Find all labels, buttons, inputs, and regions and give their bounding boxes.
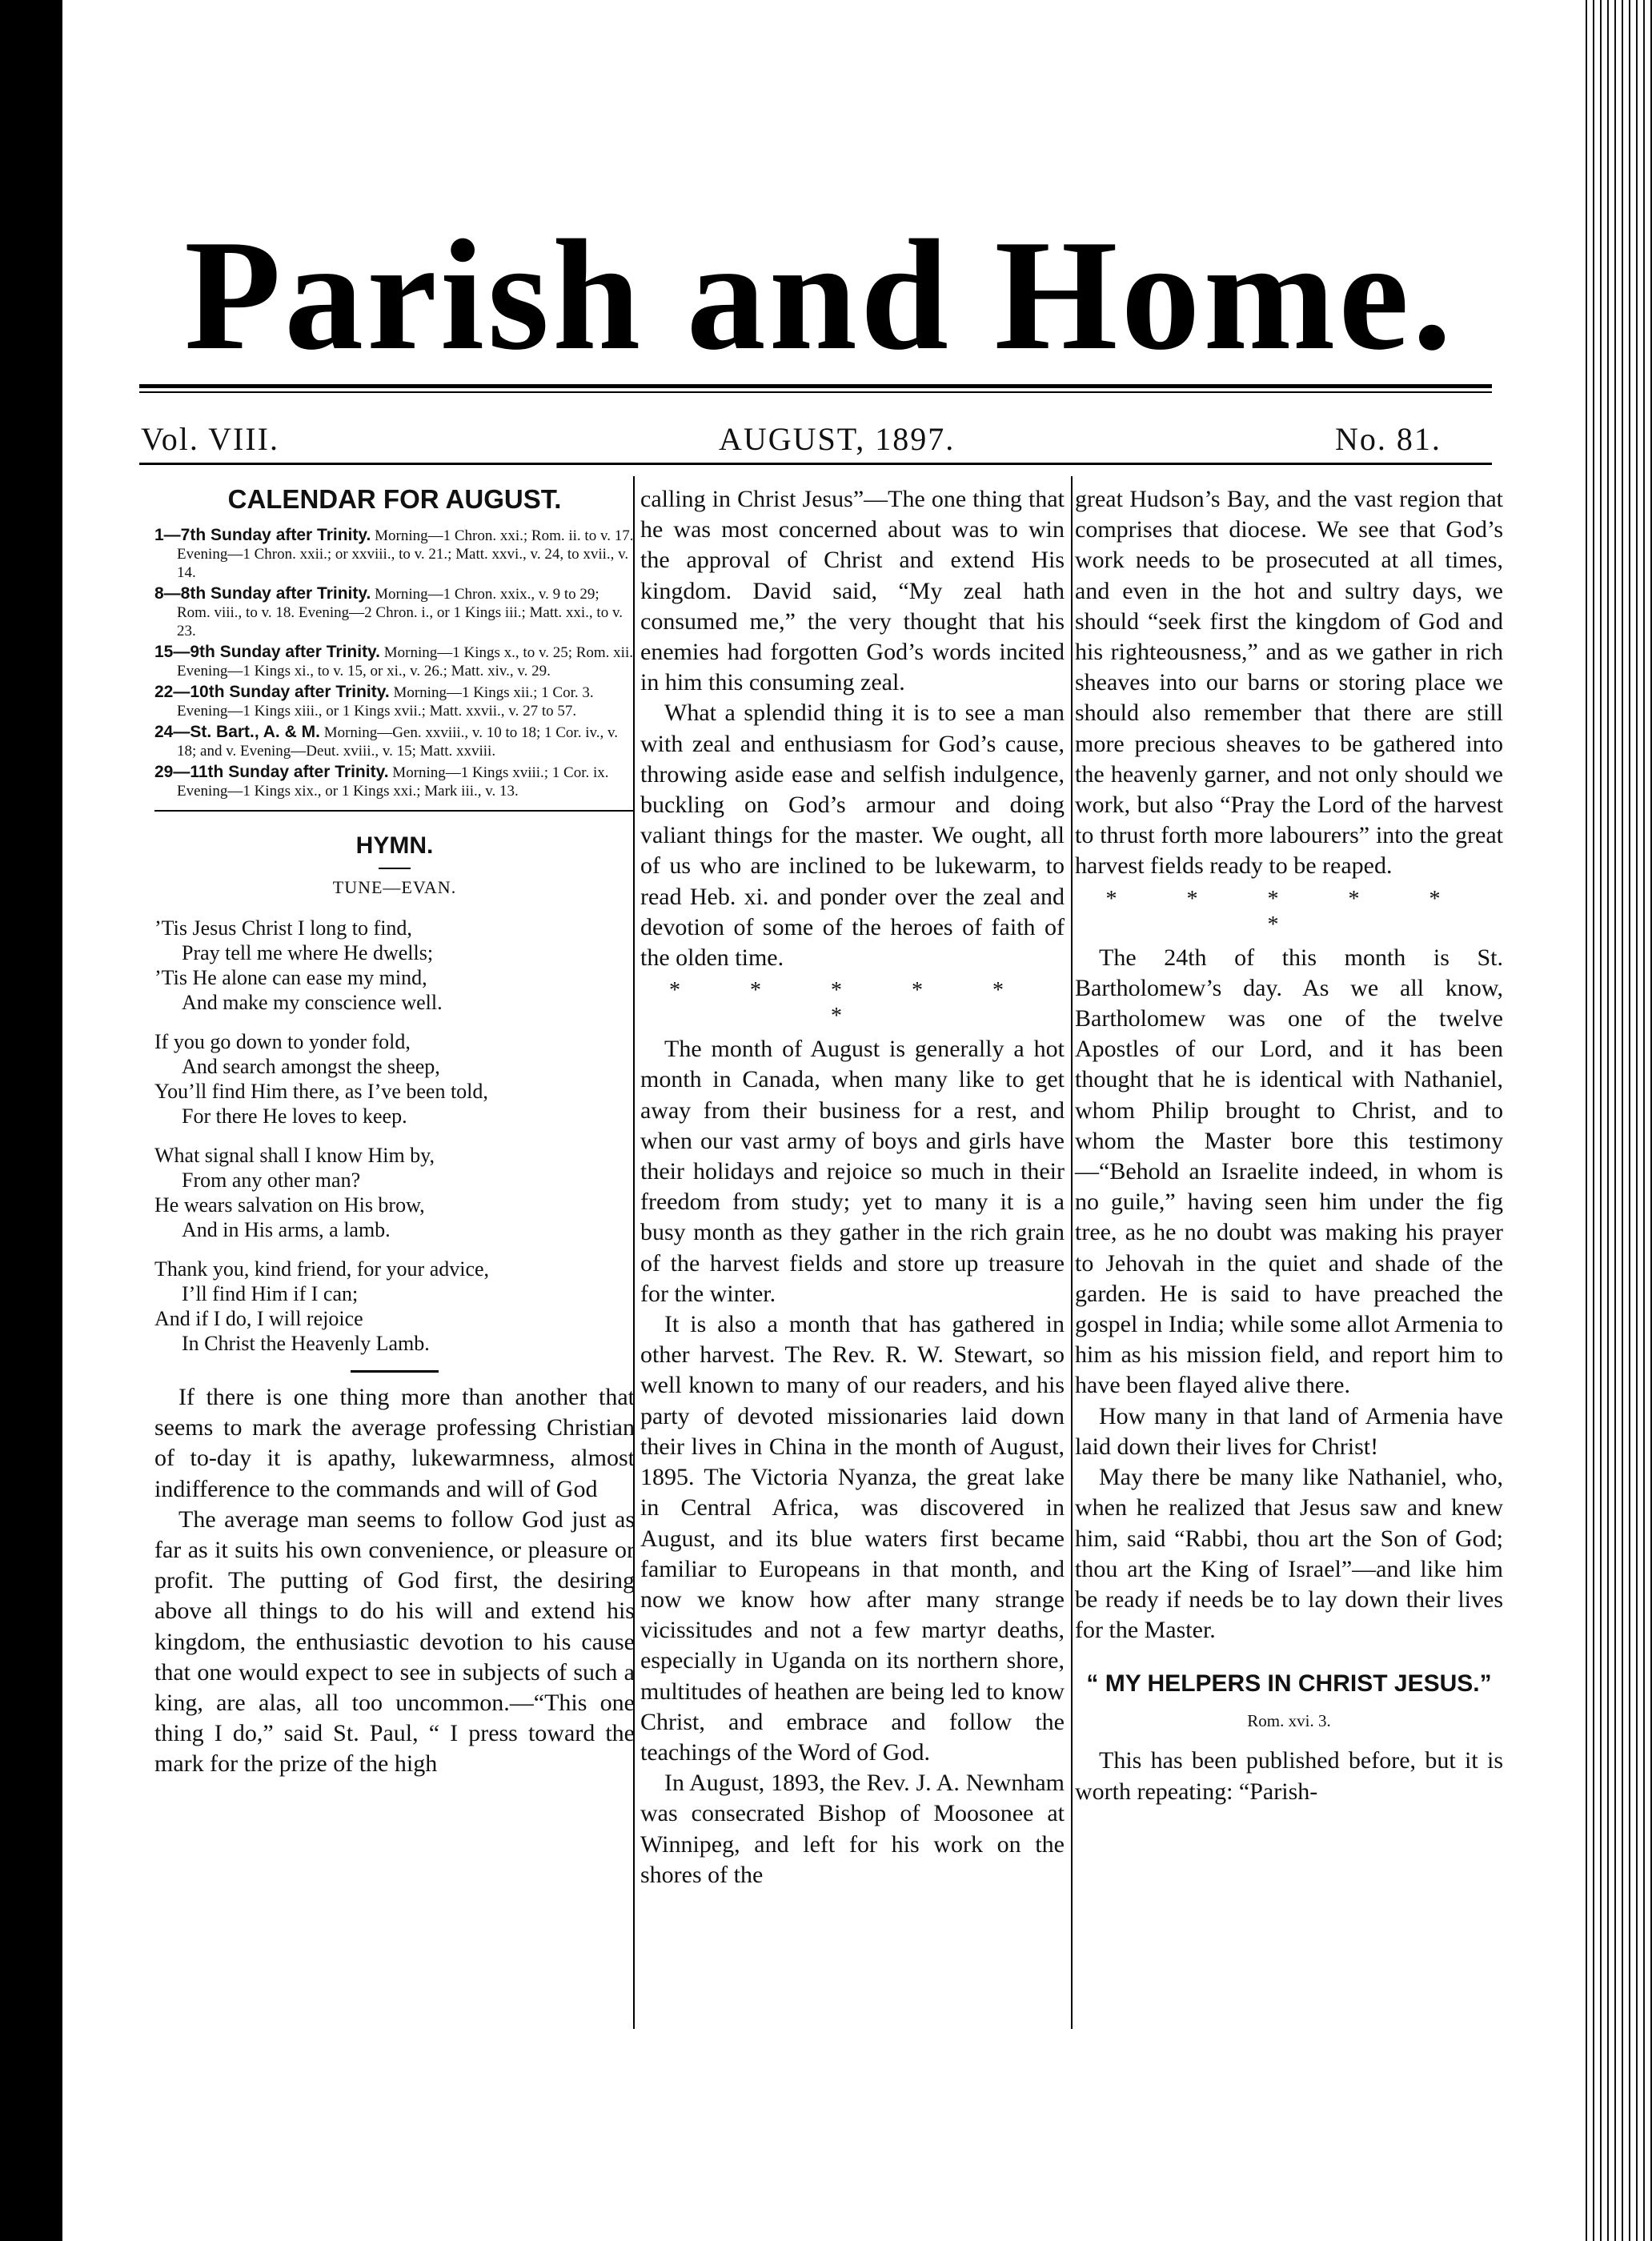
column-3-text-block-1 [1075, 484, 1503, 882]
calendar-entry [154, 763, 635, 800]
masthead-rule-thin [139, 391, 1492, 393]
header-rule [139, 463, 1492, 465]
hymn-line: Thank you, kind friend, for your advice, [154, 1257, 490, 1281]
hymn-line: If you go down to yonder fold, [154, 1030, 411, 1053]
calendar-entry-readings: Morning—1 Kings x., to v. 25; Rom. xii. Evening—1 Kings xi., to v. 15, or xi., v. 26.; Matt. xiv., v. 29. [177, 644, 633, 680]
masthead-rule-thick [139, 384, 1492, 388]
newspaper-page [62, 0, 1583, 2241]
issue-number: No. 81. [1335, 421, 1441, 457]
paragraph: The average man seems to follow God just as far as it suits his own convenience, or pleasure or profit. The putting of God first, the desiring above all things to do his will and extend his kingdom, the enthusiastic devotion to his cause that one would expect to see in subjects of such a king, are alas, all too uncommon.—“This one thing I do,” said St. Paul, “ I press toward the mark for the prize of the high [154, 1505, 635, 1778]
paragraph: What a splendid thing it is to see a man with zeal and enthusiasm for God’s cause, throwing aside ease and selfish indulgence, buckling on God’s armour and doing valiant things for the master. We ought, all of us who are inclined to be lukewarm, to read Heb. xi. and ponder over the zeal and devotion of some of the heroes of faith of the olden time. [640, 700, 1065, 972]
calendar-entry [154, 643, 635, 680]
helpers-reference: Rom. xvi. 3. [1247, 1711, 1331, 1731]
paragraph: The month of August is generally a hot month in Canada, when many like to get away from their business for a rest, and when our vast army of boys and girls have their holidays and rejoice so much in their freedom from study; yet to many it is a busy month as they gather in the rich grain of the harvest fields and store up treasure for the winter. [640, 1036, 1065, 1307]
calendar-entry [154, 584, 635, 640]
masthead-title: Parish and Home. [184, 207, 1455, 383]
paragraph: If there is one thing more than another that seems to mark the average professing Christian of to-day it is apathy, lukewarmness, almost indifference to the commands and will of God [154, 1384, 635, 1502]
volume-label: Vol. VIII. [141, 421, 279, 457]
hymn-line: And in His arms, a lamb. [182, 1218, 391, 1241]
calendar-entry-readings: Morning—1 Kings xviii.; 1 Cor. ix. Evening—1 Kings xix., or 1 Kings xxi.; Mark iii., v. 13. [177, 764, 609, 800]
column-2-text-block-2 [640, 1034, 1065, 1890]
calendar-entry-heading: 22—10th Sunday after Trinity. [154, 683, 390, 701]
calendar-entry-heading: 29—11th Sunday after Trinity. [154, 763, 389, 781]
paragraph: great Hudson’s Bay, and the vast region that comprises that diocese. We see that God’s work needs to be prosecuted at all times, and even in the hot and sultry days, we should “seek first the kingdom of God and his righteousness,” and as we gather in rich sheaves into our barns or storing place we should also remember that there are still more precious sheaves to be gathered into the heavenly garner, and not only should we work, but also “Pray the Lord of the harvest to thrust forth more labourers” into the great harvest fields ready to be reaped. [1075, 486, 1503, 880]
column-1-text [154, 1382, 635, 1780]
hymn-stanzas [154, 916, 635, 1356]
hymn-line: And search amongst the sheep, [182, 1055, 440, 1078]
calendar-entry [154, 526, 635, 582]
section-stars: * * * * * * [1105, 886, 1473, 937]
calendar-entry-readings: Morning—1 Kings xii.; 1 Cor. 3. Evening—1 Kings xiii., or 1 Kings xvii.; Matt. xxvii., v. 27 to 57. [177, 684, 594, 720]
paragraph: The 24th of this month is St. Bartholomew’s day. As we all know, Bartholomew was one of the twelve Apostles of our Lord, and it has been thought that he is identical with Nathaniel, whom Philip brought to Christ, and to whom the Master bore this testimony—“Behold an Israelite indeed, in whom is no guile,” having seen him under the fig tree, as he no doubt was making his prayer to Jehovah in the quiet and shade of the garden. He is said to have preached the gospel in India; while some allot Armenia to him as his mission field, and report him to have been flayed alive there. [1075, 944, 1503, 1399]
calendar-entry-heading: 8—8th Sunday after Trinity. [154, 584, 371, 603]
hymn-line: What signal shall I know Him by, [154, 1144, 435, 1167]
hymn-line: Pray tell me where He dwells; [182, 941, 434, 964]
column-divider-2 [1071, 476, 1073, 2029]
calendar-entry-heading: 1—7th Sunday after Trinity. [154, 526, 371, 544]
calendar-entry-readings: Morning—1 Chron. xxix., v. 9 to 29; Rom. viii., to v. 18. Evening—2 Chron. i., or 1 Kings iii.; Matt. xxi., to v. 23. [177, 586, 623, 639]
hymn-tune: TUNE—EVAN. [332, 877, 457, 897]
hymn-stanza [154, 1029, 635, 1129]
section-stars: * * * * * * [669, 978, 1036, 1029]
page-edges [1583, 0, 1652, 2241]
hymn-stanza [154, 916, 635, 1015]
column-3 [1075, 484, 1503, 1807]
hymn-line: And if I do, I will rejoice [154, 1307, 363, 1330]
column-1 [154, 484, 635, 1780]
hymn-line: For there He loves to keep. [182, 1104, 407, 1128]
calendar-list [154, 526, 635, 800]
calendar-entry [154, 723, 635, 760]
paragraph: How many in that land of Armenia have laid down their lives for Christ! [1075, 1402, 1503, 1460]
hymn-line: ’Tis He alone can ease my mind, [154, 966, 427, 989]
calendar-heading: CALENDAR FOR AUGUST. [227, 484, 562, 514]
calendar-entry-heading: 24—St. Bart., A. & M. [154, 723, 320, 741]
paragraph: In August, 1893, the Rev. J. A. Newnham was consecrated Bishop of Moosonee at Winnipeg, and left for his work on the shores of the [640, 1770, 1065, 1888]
hymn-end-rule [351, 1370, 439, 1373]
hymn-line: He wears salvation on His brow, [154, 1193, 425, 1217]
hymn-line: From any other man? [182, 1169, 361, 1192]
hymn-line: In Christ the Heavenly Lamb. [182, 1332, 430, 1355]
hymn-line: You’ll find Him there, as I’ve been told, [154, 1080, 488, 1103]
calendar-entry [154, 683, 635, 720]
column-2 [640, 484, 1065, 1890]
hymn-line: ’Tis Jesus Christ I long to find, [154, 916, 412, 940]
calendar-entry-heading: 15—9th Sunday after Trinity. [154, 643, 381, 661]
paragraph: calling in Christ Jesus”—The one thing that he was most concerned about was to win the approval of Christ and extend His kingdom. David said, “My zeal hath consumed me,” the very thought that his enemies had forgotten God’s words incited in him this consuming zeal. [640, 486, 1065, 696]
helpers-text: This has been published before, but it is worth repeating: “Parish- [1075, 1747, 1503, 1805]
issue-date: AUGUST, 1897. [719, 421, 956, 457]
hymn-dash [379, 868, 411, 869]
hymn-stanza [154, 1143, 635, 1242]
hymn-stanza [154, 1257, 635, 1356]
hymn-line: I’ll find Him if I can; [182, 1282, 359, 1305]
hymn-heading: HYMN. [355, 832, 434, 859]
calendar-entry-readings: Morning—1 Chron. xxi.; Rom. ii. to v. 17. Evening—1 Chron. xxii.; or xxviii., to v. 21.; Matt. xxvi., v. 24, to xvii., v. 14. [177, 527, 634, 581]
calendar-entry-readings: Morning—Gen. xxviii., v. 10 to 18; 1 Cor. iv., v. 18; and v. Evening—Deut. xviii., v. 15; Matt. xxviii. [177, 724, 619, 760]
paragraph: May there be many like Nathaniel, who, when he realized that Jesus saw and knew him, said “Rabbi, thou art the Son of God; thou art the King of Israel”—and like him be ready if needs be to lay down their lives for the Master. [1075, 1464, 1503, 1644]
paragraph: It is also a month that has gathered in other harvest. The Rev. R. W. Stewart, so well known to many of our readers, and his party of devoted missionaries laid down their lives in China in the month of August, 1895. The Victoria Nyanza, the great lake in Central Africa, was discovered in August, and its blue waters first became familiar to Europeans in that month, and now we know how after many strange vicissitudes and not a few martyr deaths, especially in Uganda on its northern shore, multitudes of heathen are being led to know Christ, and embrace and follow the teachings of the Word of God. [640, 1311, 1065, 1766]
calendar-rule [154, 810, 635, 812]
hymn-line: And make my conscience well. [182, 991, 443, 1014]
helpers-heading: “ MY HELPERS IN CHRIST JESUS.” [1086, 1670, 1492, 1698]
column-2-text-block-1 [640, 484, 1065, 973]
column-3-text-block-2 [1075, 943, 1503, 1646]
